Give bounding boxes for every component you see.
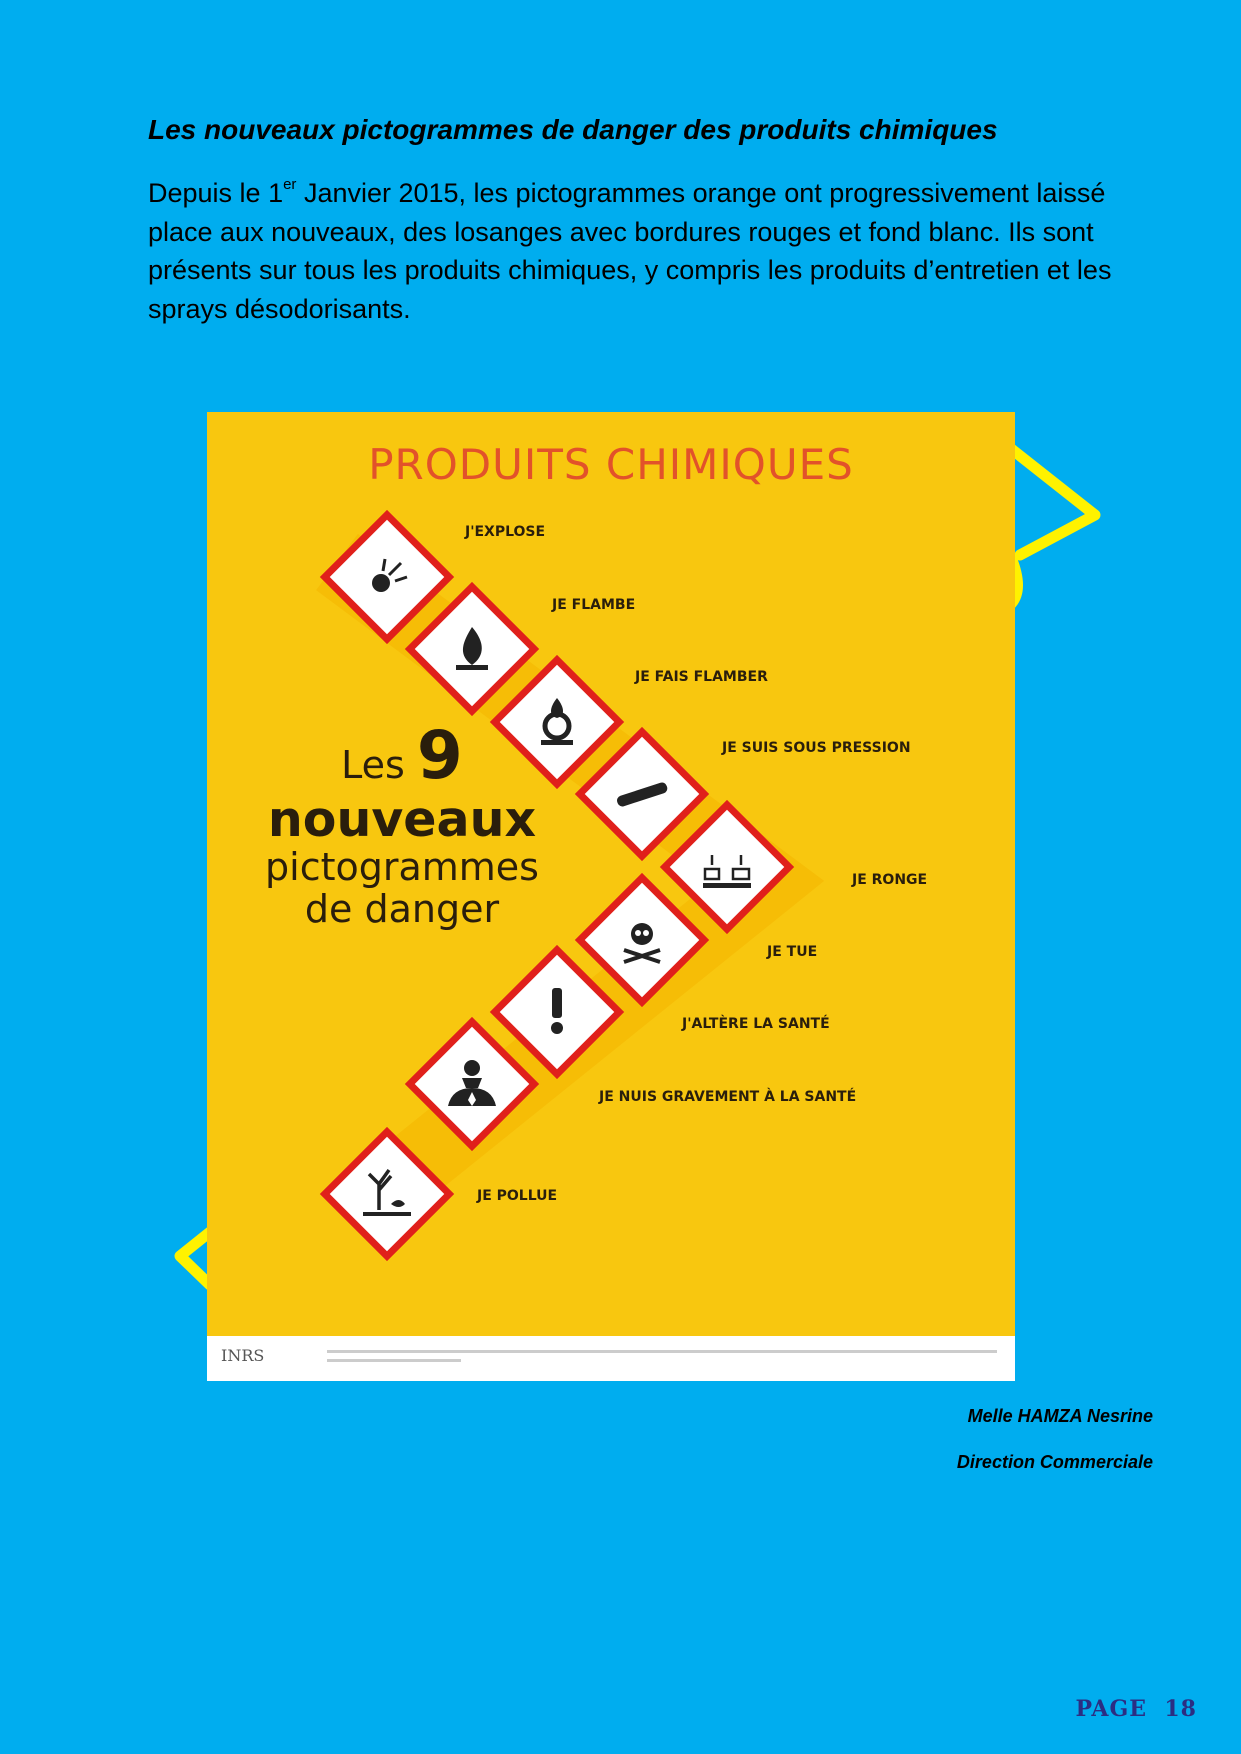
page-label: PAGE bbox=[1075, 1696, 1148, 1722]
pictogram-label: JE TUE bbox=[767, 944, 818, 960]
page-value: 18 bbox=[1164, 1696, 1197, 1722]
intro-start: Depuis le 1 bbox=[148, 178, 284, 208]
pictogram-label: JE FAIS FLAMBER bbox=[635, 669, 768, 685]
pictogram-label: JE RONGE bbox=[852, 872, 928, 888]
poster-headline bbox=[247, 717, 557, 930]
inrs-logo: INRS bbox=[221, 1346, 265, 1365]
intro-rest: Janvier 2015, les pictogrammes orange ont progressivement laissé place aux nouveaux, des losanges avec bordures rouges et fond blanc. Ils sont présents sur tous les produits chimiques, y compris les produits d’entretien et les sprays désodorisants. bbox=[148, 178, 1112, 324]
pictogram-label: JE NUIS GRAVEMENT À LA SANTÉ bbox=[599, 1089, 857, 1105]
pictogram-label: JE FLAMBE bbox=[552, 597, 636, 613]
headline-word: Les bbox=[341, 743, 405, 787]
article-title: Les nouveaux pictogrammes de danger des produits chimiques bbox=[148, 114, 998, 145]
footer-fine-print bbox=[327, 1350, 997, 1368]
page-number bbox=[1075, 1696, 1197, 1722]
poster-title: PRODUITS CHIMIQUES bbox=[368, 440, 854, 489]
headline-line4: de danger bbox=[304, 887, 500, 931]
pictogram-label: JE SUIS SOUS PRESSION bbox=[722, 740, 911, 756]
headline-number: 9 bbox=[416, 717, 463, 794]
poster-footer bbox=[207, 1336, 1015, 1381]
author-department: Direction Commerciale bbox=[956, 1452, 1153, 1472]
poster-image bbox=[207, 412, 1015, 1381]
headline-line3: pictogrammes bbox=[265, 845, 539, 889]
pictogram-label: JE POLLUE bbox=[477, 1188, 558, 1204]
pictogram-label: J'ALTÈRE LA SANTÉ bbox=[682, 1016, 830, 1032]
headline-line2: nouveaux bbox=[267, 791, 537, 848]
headline-line1 bbox=[247, 717, 557, 794]
pictogram-label: J'EXPLOSE bbox=[465, 524, 546, 540]
intro-superscript: er bbox=[283, 176, 297, 193]
author-name: Melle HAMZA Nesrine bbox=[967, 1406, 1153, 1426]
